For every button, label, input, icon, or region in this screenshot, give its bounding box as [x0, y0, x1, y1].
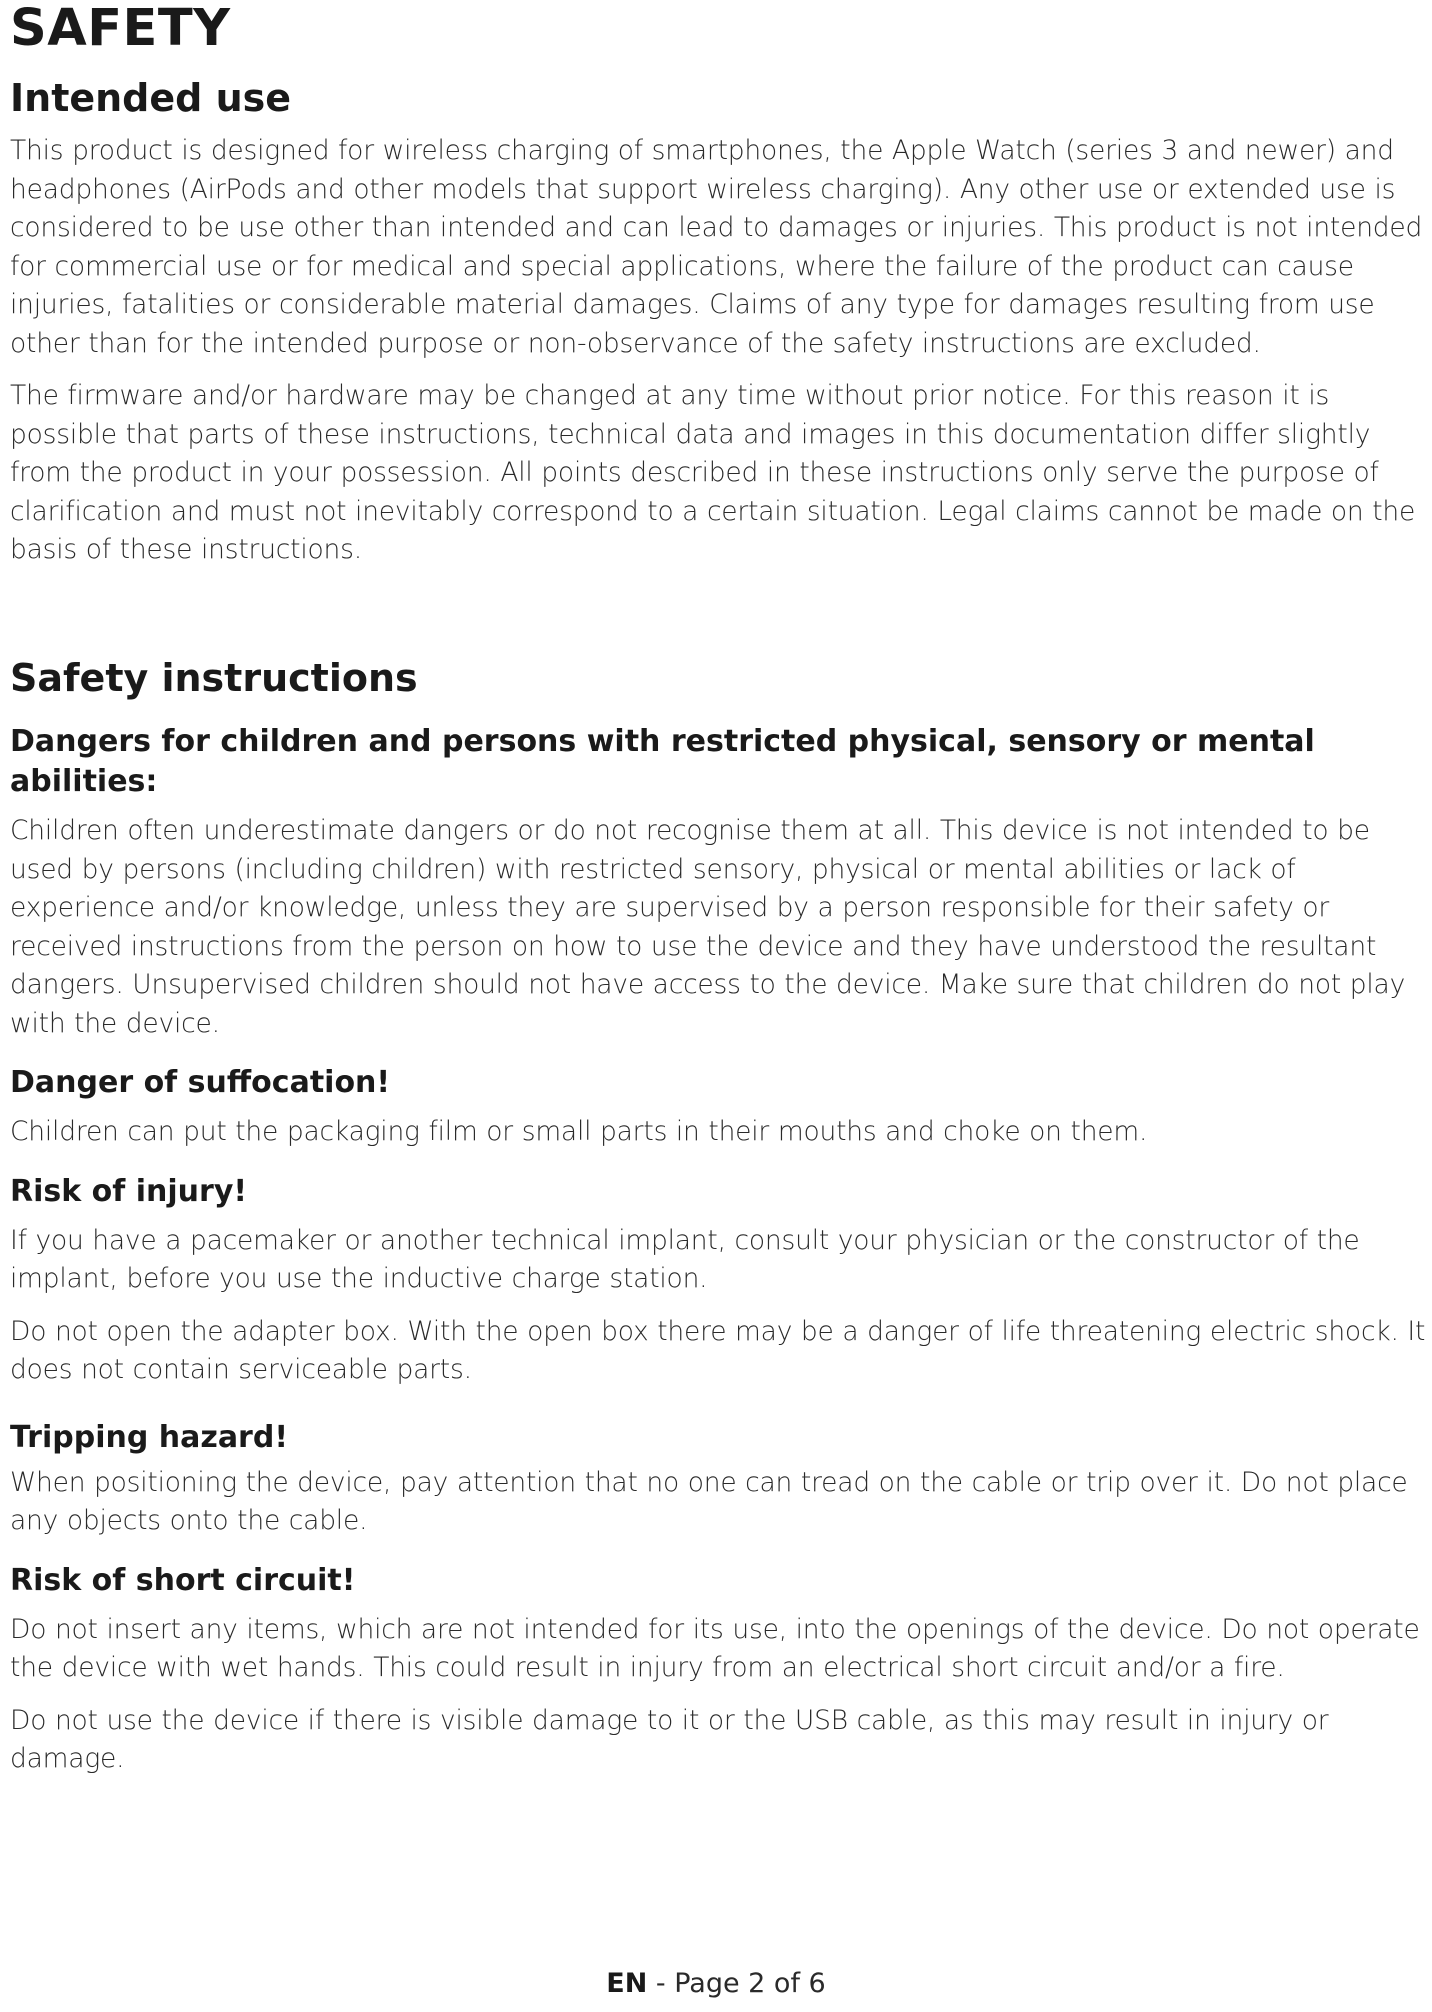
suffocation-heading: Danger of suffocation! [10, 1065, 391, 1100]
section-safety-instructions [10, 654, 1428, 1779]
safety-instructions-heading: Safety instructions [10, 656, 418, 700]
injury-heading: Risk of injury! [10, 1173, 248, 1209]
intended-use-paragraph-2: The firmware and/or hardware may be changed at any time without prior notice. For this reason it is possible that parts of these instructions, technical data and images in this documentation differ slightly from the product in your possession. All points described in these instructions only serve the purpose of clarification and must not inevitably correspond to a certain situation. Legal claims cannot be made on the basis of these instructions. [10, 380, 1416, 565]
document-title: SAFETY [10, 0, 231, 58]
suffocation-paragraph: Children can put the packaging film or small parts in their mouths and choke on them. [10, 1116, 1148, 1147]
footer-language: EN [606, 1968, 648, 1999]
intended-use-heading: Intended use [10, 76, 292, 120]
injury-paragraph-1: If you have a pacemaker or another technical implant, consult your physician or the constructor of the implant, before you use the inductive charge station. [10, 1224, 1360, 1294]
short-circuit-heading: Risk of short circuit! [10, 1562, 356, 1598]
children-paragraph: Children often underestimate dangers or do not recognise them at all. This device is not intended to be used by persons (including children) with restricted sensory, physical or mental abilities or lack of experience and/or knowledge, unless they are supervised by a person responsible for their safety or received instructions from the person on how to use the device and they have understood the resultant dangers. Unsupervised children should not have access to the device. Make sure that children do not play with the device. [10, 815, 1406, 1039]
short-circuit-paragraph-2: Do not use the device if there is visible damage to it or the USB cable, as this may result in injury or damage. [10, 1704, 1329, 1774]
intended-use-paragraph-1: This product is designed for wireless charging of smartphones, the Apple Watch (series 3 and newer) and headphones (AirPods and other models that support wireless charging). Any other use or extended use is considered to be use other than intended and can lead to damages or injuries. This product is not intended for commercial use or for medical and special applications, where the failure of the product can cause injuries, fatalities or considerable material damages. Claims of any type for damages resulting from use other than for the intended purpose or non-observance of the safety instructions are excluded. [10, 135, 1423, 359]
tripping-heading: Tripping hazard! [10, 1419, 289, 1455]
injury-paragraph-2: Do not open the adapter box. With the open box there may be a danger of life threatening electric shock. It does not contain serviceable parts. [10, 1315, 1426, 1385]
footer-page-number: - Page 2 of 6 [647, 1968, 826, 1999]
section-intended-use [10, 74, 1428, 570]
children-heading: Dangers for children and persons with restricted physical, sensory or mental abilities: [10, 724, 1315, 799]
short-circuit-paragraph-1: Do not insert any items, which are not intended for its use, into the openings of the device. Do not operate the device with wet hands. This could result in injury from an electrical short circuit and/or a fire. [10, 1613, 1420, 1683]
page-footer [0, 1967, 1432, 2001]
tripping-paragraph: When positioning the device, pay attention that no one can tread on the cable or trip over it. Do not place any objects onto the cable. [10, 1466, 1408, 1536]
